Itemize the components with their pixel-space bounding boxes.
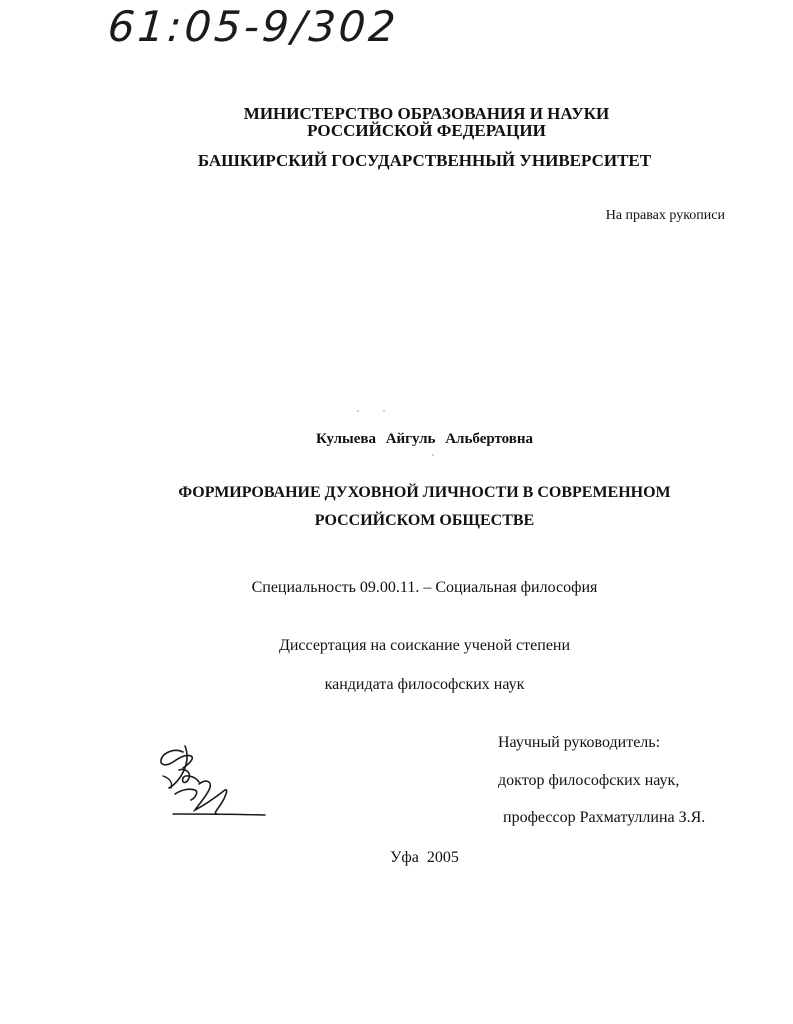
university-heading: БАШКИРСКИЙ ГОСУДАРСТВЕННЫЙ УНИВЕРСИТЕТ xyxy=(197,151,652,170)
supervisor-name: профессор Рахматуллина З.Я. xyxy=(503,809,706,826)
supervisor-label: Научный руководитель: xyxy=(498,734,661,751)
scan-speck xyxy=(383,410,385,412)
scan-speck xyxy=(357,410,359,412)
degree-line1: Диссертация на соискание ученой степени xyxy=(278,637,571,654)
dissertation-title-line2: РОССИЙСКОМ ОБЩЕСТВЕ xyxy=(314,512,535,529)
manuscript-rights-note: На правах рукописи xyxy=(605,208,725,223)
ministry-heading-line1: МИНИСТЕРСТВО ОБРАЗОВАНИЯ И НАУКИ xyxy=(243,104,610,123)
ministry-heading-line2: РОССИЙСКОЙ ФЕДЕРАЦИИ xyxy=(307,121,546,140)
author-signature xyxy=(155,742,270,822)
specialty-line: Специальность 09.00.11. – Социальная философия xyxy=(251,579,598,596)
supervisor-degree: доктор философских наук, xyxy=(498,772,680,789)
archive-code-handwritten: 61:05-9/302 xyxy=(106,2,400,51)
degree-line2: кандидата философских наук xyxy=(324,676,525,693)
dissertation-title-line1: ФОРМИРОВАНИЕ ДУХОВНОЙ ЛИЧНОСТИ В СОВРЕМЕННОМ xyxy=(178,484,671,501)
author-name: Кулыева Айгуль Альбертовна xyxy=(315,431,534,447)
city-year: Уфа 2005 xyxy=(390,849,459,866)
scan-speck xyxy=(432,454,434,456)
